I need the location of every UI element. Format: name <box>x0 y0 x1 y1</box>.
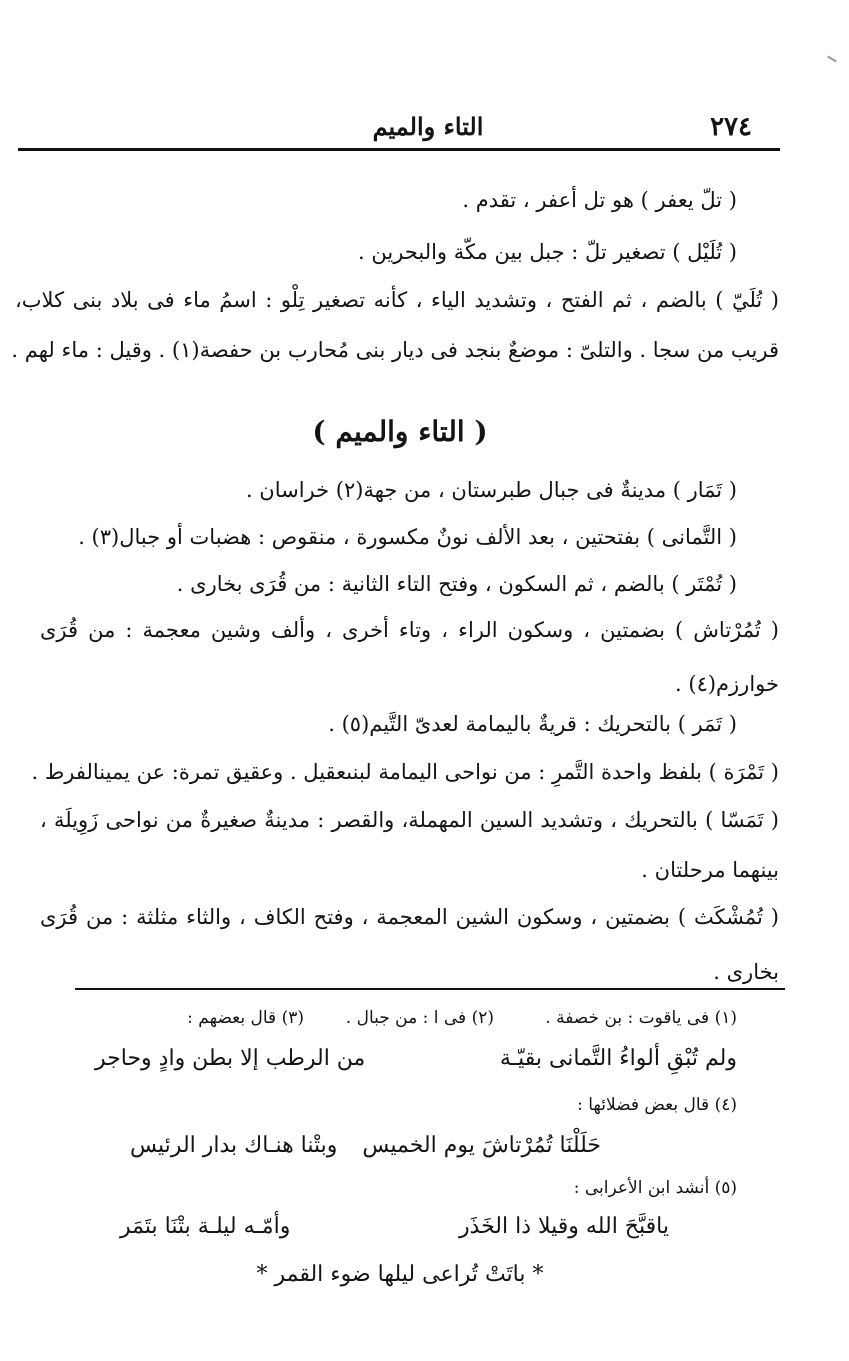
entry-line: قريب من سجا . والتلىّ : موضعٌ بنجد فى ديار بنى مُحارب بن حفصة(١) . وقيل : ماء لهم . <box>11 338 779 362</box>
verse-hemistich: ياقبَّحَ الله وقيلا ذا الخَذَر <box>458 1214 669 1239</box>
page-header <box>18 108 780 151</box>
section-heading: ( التاء والميم ) <box>312 415 488 448</box>
entry-line: ( التَّمانى ) بفتحتين ، بعد الألف نونٌ مكسورة ، منقوص : هضبات أو جبال(٣) . <box>78 525 737 549</box>
footnote-3: (٣) قال بعضهم : <box>187 1008 304 1028</box>
entry-line: ( تَمَر ) بالتحريك : قريةٌ باليمامة لعدىّ التَّيم(٥) . <box>328 712 737 736</box>
entry-line: ( تُمُرْتاش ) بضمتين ، وسكون الراء ، وتاء أخرى ، وألف وشين معجمة : من قُرَى <box>40 618 779 642</box>
verse-final-line: * باتَتْ تُراعى ليلها ضوء القمر * <box>256 1262 544 1287</box>
entry-line: ( تَمْرَة ) بلفظ واحدة التَّمرِ : من نواحى اليمامة لبنىعقيل . وعقيق تمرة: عن يمينالفرط . <box>31 760 779 784</box>
entry-line: خوارزم(٤) . <box>675 672 779 696</box>
verse-hemistich: من الرطب إلا بطن وادٍ وحاجر <box>95 1046 366 1071</box>
scan-mark <box>827 56 837 63</box>
entry-line: ( تَمَسّا ) بالتحريك ، وتشديد السين المهملة، والقصر : مدينةٌ صغيرةٌ من نواحى زَوِيلَة ، <box>40 808 779 832</box>
entry-line: بينهما مرحلتان . <box>641 858 779 882</box>
footnote-1: (١) فى ياقوت : بن خصفة . <box>545 1008 737 1028</box>
footnote-4: (٤) قال بعض فضلائها : <box>577 1095 737 1115</box>
footnote-rule <box>75 988 785 990</box>
entry-line: ( تلّ يعفر ) هو تل أعفر ، تقدم . <box>462 188 737 212</box>
entry-line: بخارى . <box>713 960 779 984</box>
entry-line: ( تَمَار ) مدينةٌ فى جبال طبرستان ، من جهة(٢) خراسان . <box>245 478 737 502</box>
entry-line: ( تُلَيّ ) بالضم ، ثم الفتح ، وتشديد الياء ، كأنه تصغير تِلْو : اسمُ ماء فى بلاد بنى كلاب، <box>15 288 779 312</box>
entry-line: ( تُمْتَر ) بالضم ، ثم السكون ، وفتح التاء الثانية : من قُرَى بخارى . <box>176 572 737 596</box>
footnote-5: (٥) أنشد ابن الأعرابى : <box>573 1178 737 1198</box>
entry-line: ( تُمُشْكَث ) بضمتين ، وسكون الشين المعجمة ، وفتح الكاف ، والثاء مثلثة : من قُرَى <box>40 905 779 929</box>
verse-hemistich: ولم تُبْقِ ألواءُ التَّمانى بقيّـة <box>499 1046 737 1071</box>
entry-line: ( تُلَيْل ) تصغير تلّ : جبل بين مكّة والبحرين . <box>358 240 737 264</box>
running-title: التاء والميم <box>372 112 484 141</box>
page-number: ٢٧٤ <box>710 112 752 142</box>
footnote-2: (٢) فى ا : من جبال . <box>345 1008 494 1028</box>
verse-hemistich: حَلَلْنَا تُمُرْتاشَ يوم الخميس <box>362 1133 601 1158</box>
verse-hemistich: وأمّـه ليلـة بتْنَا بتَمَر <box>120 1214 291 1239</box>
verse-hemistich: وبتْنا هنـاك بدار الرئيس <box>130 1133 338 1158</box>
